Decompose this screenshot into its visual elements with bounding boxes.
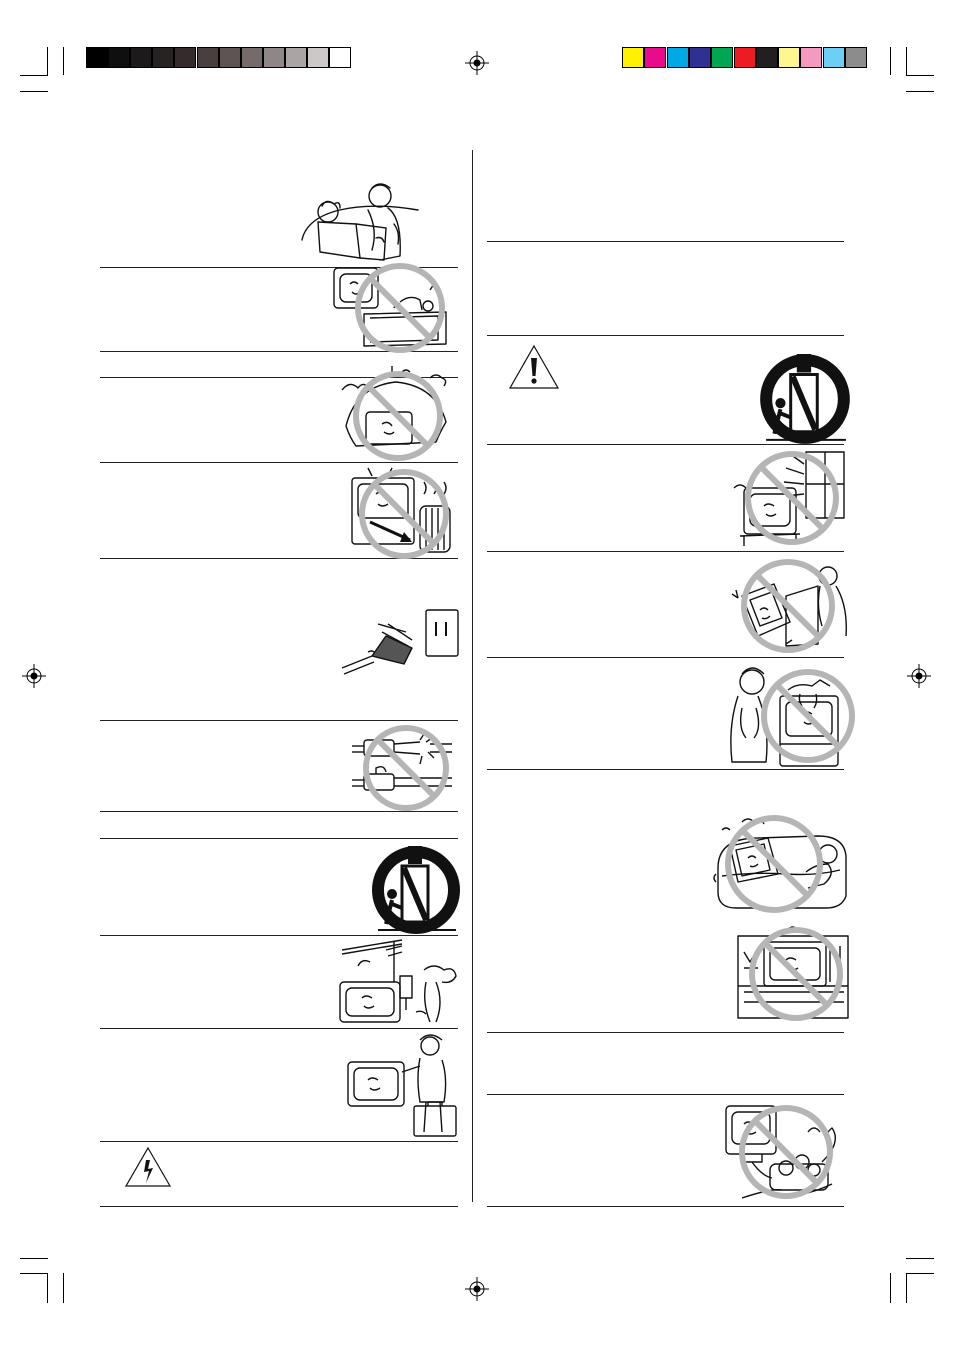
color-swatch: [285, 47, 307, 68]
crop-mark: [906, 1258, 934, 1259]
color-swatch: [152, 47, 174, 68]
color-swatch: [734, 47, 756, 68]
section-rule: [100, 838, 458, 839]
crop-mark: [47, 47, 48, 75]
outdoor-antenna-power-lines-illustration: [336, 936, 462, 1026]
color-swatch: [130, 47, 152, 68]
color-swatch: [329, 47, 351, 68]
section-rule: [100, 1206, 458, 1207]
crop-mark: [890, 1273, 891, 1303]
crosshair-registration-icon: [465, 1277, 489, 1301]
crosshair-registration-icon: [22, 664, 46, 688]
tv-direct-sunlight-prohibited-illustration: [730, 448, 848, 548]
section-rule: [100, 720, 458, 721]
color-swatch: [197, 47, 219, 68]
section-rule: [487, 769, 844, 770]
tv-on-sofa-prohibited-illustration: [712, 812, 848, 912]
lightning-triangle-icon: [124, 1146, 172, 1188]
service-technician-illustration: [346, 1032, 460, 1138]
people-reading-manual-illustration: [298, 180, 430, 264]
color-swatch: [778, 47, 800, 68]
crosshair-registration-icon: [907, 664, 931, 688]
unstable-stand-prohibited-illustration: [728, 556, 850, 654]
color-swatch: [108, 47, 130, 68]
crop-mark: [63, 1273, 64, 1303]
crop-mark: [906, 91, 934, 92]
crosshair-registration-icon: [465, 51, 489, 75]
color-swatch: [711, 47, 733, 68]
section-rule: [487, 1032, 844, 1033]
color-swatch: [622, 47, 644, 68]
color-swatch: [263, 47, 285, 68]
crop-mark: [906, 1273, 907, 1303]
exclamation-triangle-icon: [508, 344, 560, 390]
tv-near-water-prohibited-illustration: [330, 262, 450, 354]
crop-mark: [63, 47, 64, 75]
section-rule: [100, 1028, 458, 1029]
section-rule: [487, 657, 844, 658]
section-rule: [100, 811, 458, 812]
cart-tip-over-warning-icon: [372, 844, 460, 934]
damaged-power-cord-prohibited-illustration: [350, 722, 454, 810]
cart-tip-over-warning-icon: [760, 352, 850, 444]
color-swatch: [174, 47, 196, 68]
section-rule: [487, 1206, 844, 1207]
crop-mark: [20, 91, 48, 92]
color-swatch: [800, 47, 822, 68]
crop-mark: [47, 1273, 48, 1303]
color-swatch: [845, 47, 867, 68]
crop-mark: [906, 47, 907, 75]
column-divider: [472, 150, 473, 1202]
color-swatch: [219, 47, 241, 68]
color-swatch: [86, 47, 108, 68]
crop-mark: [20, 1258, 48, 1259]
color-swatch: [689, 47, 711, 68]
section-rule: [100, 1141, 458, 1142]
crop-mark: [20, 1273, 48, 1274]
tv-near-heater-prohibited-illustration: [348, 462, 454, 558]
polarized-plug-and-outlet-illustration: [338, 606, 462, 694]
color-swatch: [823, 47, 845, 68]
section-rule: [487, 444, 844, 445]
crop-mark: [890, 47, 891, 75]
color-swatch: [667, 47, 689, 68]
tv-in-enclosed-cabinet-prohibited-illustration: [734, 922, 850, 1022]
crop-mark: [906, 1273, 934, 1274]
color-swatch: [307, 47, 329, 68]
section-rule: [487, 241, 844, 242]
liquid-on-tv-prohibited-illustration: [728, 664, 850, 768]
color-swatch: [756, 47, 778, 68]
covered-tv-prohibited-illustration: [336, 366, 456, 460]
crop-mark: [20, 75, 48, 76]
overloaded-outlet-prohibited-illustration: [722, 1102, 846, 1202]
crop-mark: [906, 75, 934, 76]
color-swatch: [241, 47, 263, 68]
section-rule: [487, 551, 844, 552]
section-rule: [487, 1094, 844, 1095]
color-swatch: [644, 47, 666, 68]
section-rule: [487, 335, 844, 336]
